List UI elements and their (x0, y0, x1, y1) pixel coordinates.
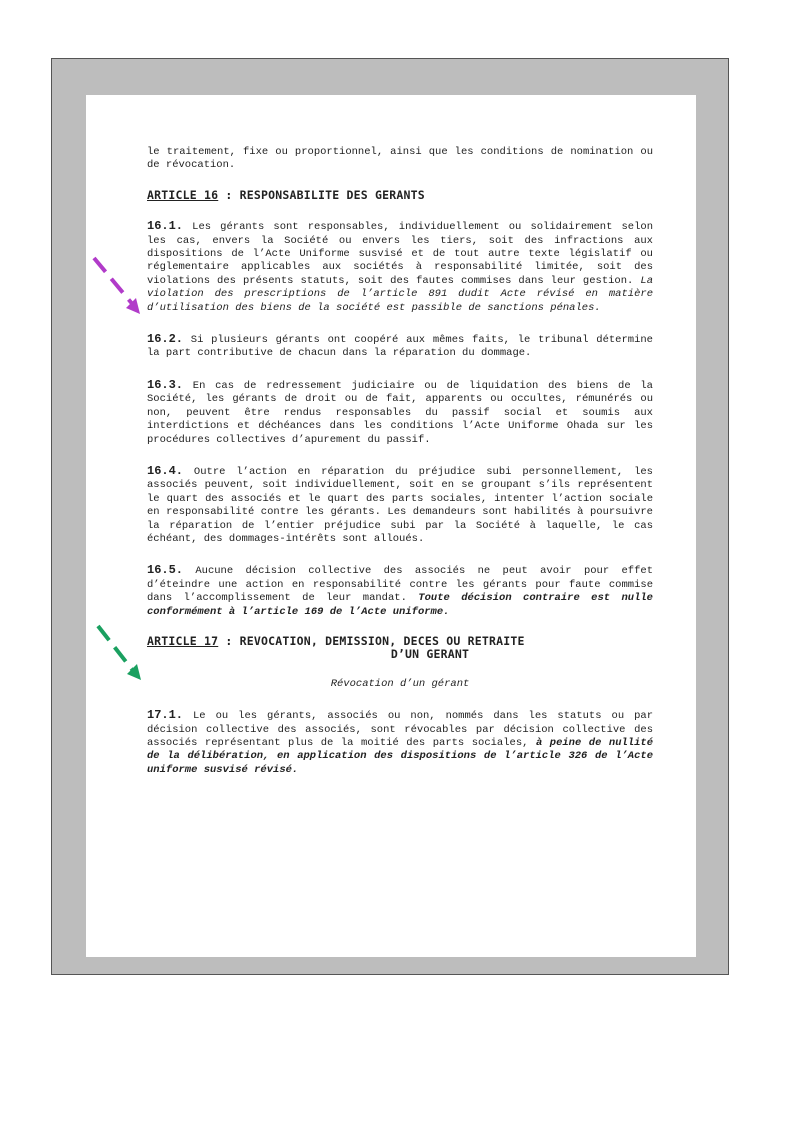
paragraph-17-1 (147, 709, 653, 777)
paragraph-17-1-bold: à peine de nullité de la délibération, en application des dispositions de l’article 326 de l’Acte uniforme susvisé révisé. (147, 737, 654, 776)
intro-paragraph: le traitement, fixe ou proportionnel, ainsi que les conditions de nomination ou de révocation. (147, 146, 653, 172)
paragraph-16-5-text: Aucune décision collective des associés ne peut avoir pour effet d’éteindre une action en responsabilité contre les gérants pour faute commise dans l’accomplissement de leur mandat. (147, 565, 653, 605)
paragraph-17-1-text: Le ou les gérants, associés ou non, nommés dans les statuts ou par décision collective des associés, sont révocables par décision collective des associés représentant plus de la moitié des parts sociales, (147, 710, 653, 749)
paragraph-16-2-number: 16.2. (147, 332, 184, 347)
paragraph-16-5 (147, 564, 653, 619)
paragraph-16-4-text: Outre l’action en réparation du préjudice subi personnellement, les associés peuvent, soit individuellement, soit en se groupant s’ils représentent le quart des associés et le quart des parts sociales, intenter l’action sociale en responsabilité contre les gérants. Les demandeurs sont habilités à poursuivre la réparation de l’entier préjudice subi par la Société à laquelle, le cas échéant, des dommages-intérêts sont alloués. (147, 465, 653, 545)
article-17-heading (147, 635, 653, 662)
paragraph-16-5-bold: Toute décision contraire est nulle conformément à l’article 169 de l’Acte uniforme. (147, 592, 653, 618)
paragraph-16-2-text: Si plusieurs gérants ont coopéré aux mêmes faits, le tribunal détermine la part contributive de chacun dans la réparation du dommage. (147, 334, 653, 360)
article-16-label: ARTICLE 16 (147, 187, 219, 202)
section-subtitle: Révocation d’un gérant (330, 677, 470, 690)
document-body (147, 146, 653, 777)
paragraph-16-4-number: 16.4. (147, 463, 184, 478)
purple-dashed-arrow-icon (88, 252, 148, 322)
paragraph-16-4 (147, 465, 653, 546)
paragraph-16-1-italic: La violation des prescriptions de l’article 891 dudit Acte révisé en matière d’utilisation des biens de la société est passible de sanctions pénales. (147, 274, 653, 314)
paragraph-16-3-number: 16.3. (147, 377, 184, 392)
article-16-title: : RESPONSABILITE DES GERANTS (218, 187, 425, 202)
paragraph-17-1-number: 17.1. (147, 708, 184, 723)
article-17-title: : REVOCATION, DEMISSION, DECES OU RETRAITE (218, 633, 525, 648)
article-17-label: ARTICLE 17 (147, 633, 219, 648)
paragraph-16-5-number: 16.5. (147, 563, 184, 578)
article-16-heading (147, 189, 653, 202)
green-dashed-arrow-icon (92, 620, 152, 686)
paragraph-16-3-text: En cas de redressement judiciaire ou de liquidation des biens de la Société, les gérants de droit ou de fait, apparents ou occultes, rémunérés ou non, peuvent être rendus responsables du passif social et soumis aux interdictions et déchéances dans les conditions l’Acte Uniforme Ohada sur les procédures collectives d’apurement du passif. (147, 379, 653, 446)
paragraph-16-1-text: Les gérants sont responsables, individuellement ou solidairement selon les cas, envers la Société ou envers les tiers, soit des infractions aux dispositions de l’Acte Uniforme susvisé et de tout autre texte législatif ou réglementaire applicables aux sociétés à responsabilité limitée, soit des violations des présents statuts, soit des fautes commises dans leur gestion. (147, 221, 653, 287)
paragraph-16-1 (147, 220, 653, 315)
paragraph-16-1-number: 16.1. (147, 219, 184, 234)
paragraph-16-2 (147, 333, 653, 361)
article-17-title-line2: D’UN GERANT (390, 647, 470, 662)
paragraph-16-3 (147, 379, 653, 447)
